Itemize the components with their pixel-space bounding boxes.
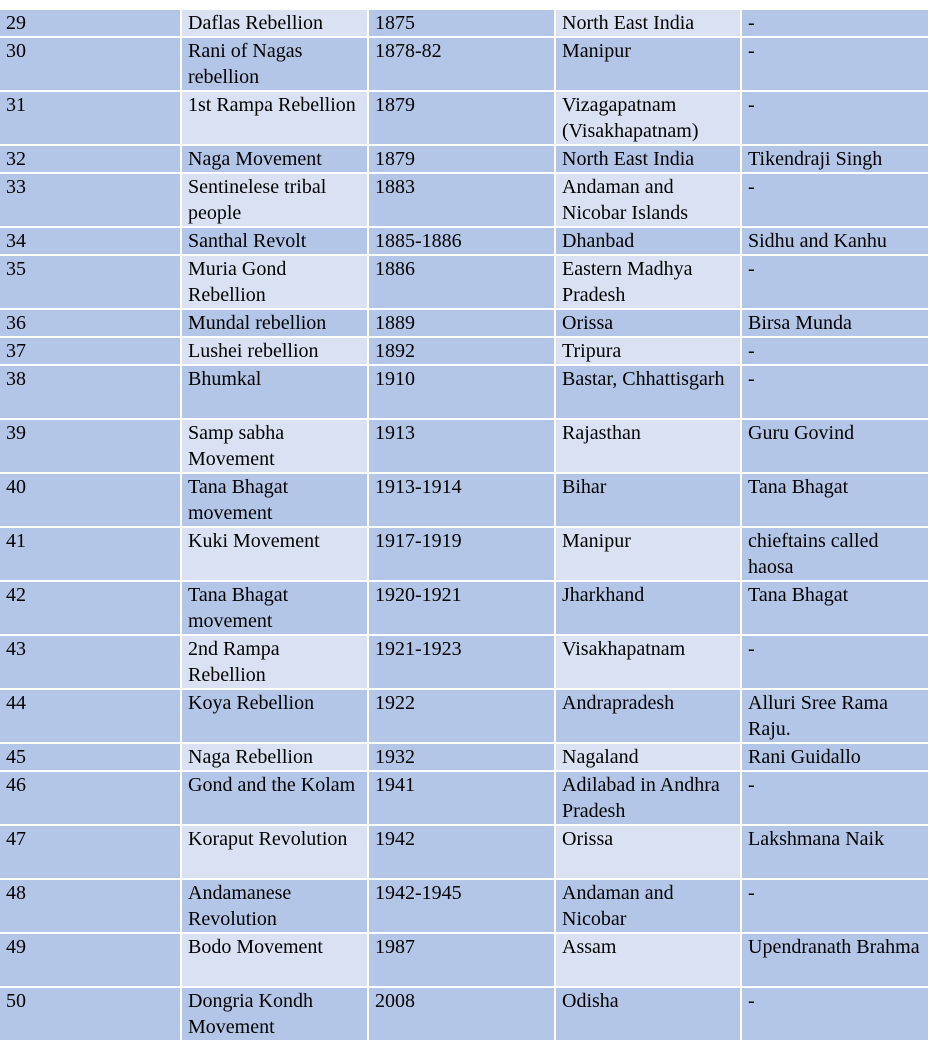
movement-name-cell: Rani of Nagas rebellion — [181, 37, 368, 91]
movement-name-cell: Naga Movement — [181, 145, 368, 173]
year-cell: 1910 — [368, 365, 555, 419]
table-row — [0, 581, 929, 635]
movement-name-cell: Kuki Movement — [181, 527, 368, 581]
leader-cell: Tana Bhagat — [741, 581, 929, 635]
leader-cell: - — [741, 91, 929, 145]
year-cell: 1922 — [368, 689, 555, 743]
leader-cell: - — [741, 9, 929, 37]
leader-cell: - — [741, 879, 929, 933]
region-cell: Visakhapatnam — [555, 635, 741, 689]
year-cell: 1941 — [368, 771, 555, 825]
table-row — [0, 227, 929, 255]
movement-name-cell: Dongria Kondh Movement — [181, 987, 368, 1041]
movement-name-cell: Samp sabha Movement — [181, 419, 368, 473]
region-cell: Nagaland — [555, 743, 741, 771]
serial-number-cell: 37 — [0, 337, 181, 365]
region-cell: Rajasthan — [555, 419, 741, 473]
year-cell: 1942-1945 — [368, 879, 555, 933]
leader-cell: chieftains called haosa — [741, 527, 929, 581]
region-cell: Assam — [555, 933, 741, 987]
year-cell: 1879 — [368, 91, 555, 145]
movement-name-cell: 1st Rampa Rebellion — [181, 91, 368, 145]
movement-name-cell: Koraput Revolution — [181, 825, 368, 879]
year-cell: 1987 — [368, 933, 555, 987]
leader-cell: - — [741, 771, 929, 825]
region-cell: Manipur — [555, 37, 741, 91]
serial-number-cell: 41 — [0, 527, 181, 581]
serial-number-cell: 46 — [0, 771, 181, 825]
table-row — [0, 365, 929, 419]
region-cell: Bastar, Chhattisgarh — [555, 365, 741, 419]
serial-number-cell: 47 — [0, 825, 181, 879]
table-row — [0, 879, 929, 933]
table-row — [0, 309, 929, 337]
year-cell: 1913 — [368, 419, 555, 473]
table-row — [0, 145, 929, 173]
serial-number-cell: 36 — [0, 309, 181, 337]
region-cell: Eastern Madhya Pradesh — [555, 255, 741, 309]
movement-name-cell: Naga Rebellion — [181, 743, 368, 771]
region-cell: North East India — [555, 9, 741, 37]
table-row — [0, 743, 929, 771]
serial-number-cell: 42 — [0, 581, 181, 635]
serial-number-cell: 33 — [0, 173, 181, 227]
region-cell: Andrapradesh — [555, 689, 741, 743]
table-row — [0, 527, 929, 581]
leader-cell: Tikendraji Singh — [741, 145, 929, 173]
serial-number-cell: 35 — [0, 255, 181, 309]
year-cell: 1879 — [368, 145, 555, 173]
serial-number-cell: 29 — [0, 9, 181, 37]
serial-number-cell: 40 — [0, 473, 181, 527]
movement-name-cell: Muria Gond Rebellion — [181, 255, 368, 309]
table-row — [0, 933, 929, 987]
region-cell: Andaman and Nicobar — [555, 879, 741, 933]
movement-name-cell: Gond and the Kolam — [181, 771, 368, 825]
region-cell: Bihar — [555, 473, 741, 527]
leader-cell: - — [741, 337, 929, 365]
movement-name-cell: Lushei rebellion — [181, 337, 368, 365]
movement-name-cell: Andamanese Revolution — [181, 879, 368, 933]
leader-cell: Alluri Sree Rama Raju. — [741, 689, 929, 743]
year-cell: 1889 — [368, 309, 555, 337]
year-cell: 1892 — [368, 337, 555, 365]
year-cell: 1883 — [368, 173, 555, 227]
tribal-movements-table — [0, 8, 930, 1042]
region-cell: Orissa — [555, 825, 741, 879]
year-cell: 1917-1919 — [368, 527, 555, 581]
table-row — [0, 987, 929, 1041]
leader-cell: Rani Guidallo — [741, 743, 929, 771]
region-cell: Vizagapatnam (Visakhapatnam) — [555, 91, 741, 145]
movement-name-cell: Bhumkal — [181, 365, 368, 419]
region-cell: Manipur — [555, 527, 741, 581]
movement-name-cell: Mundal rebellion — [181, 309, 368, 337]
serial-number-cell: 32 — [0, 145, 181, 173]
serial-number-cell: 44 — [0, 689, 181, 743]
leader-cell: Tana Bhagat — [741, 473, 929, 527]
table-row — [0, 689, 929, 743]
region-cell: Adilabad in Andhra Pradesh — [555, 771, 741, 825]
region-cell: North East India — [555, 145, 741, 173]
serial-number-cell: 31 — [0, 91, 181, 145]
movement-name-cell: Bodo Movement — [181, 933, 368, 987]
movement-name-cell: Tana Bhagat movement — [181, 581, 368, 635]
region-cell: Orissa — [555, 309, 741, 337]
region-cell: Dhanbad — [555, 227, 741, 255]
table-row — [0, 635, 929, 689]
leader-cell: Upendranath Brahma — [741, 933, 929, 987]
table-row — [0, 37, 929, 91]
serial-number-cell: 39 — [0, 419, 181, 473]
table-row — [0, 825, 929, 879]
leader-cell: Guru Govind — [741, 419, 929, 473]
table-row — [0, 337, 929, 365]
serial-number-cell: 50 — [0, 987, 181, 1041]
serial-number-cell: 38 — [0, 365, 181, 419]
year-cell: 1886 — [368, 255, 555, 309]
year-cell: 1920-1921 — [368, 581, 555, 635]
year-cell: 1942 — [368, 825, 555, 879]
leader-cell: - — [741, 987, 929, 1041]
movement-name-cell: 2nd Rampa Rebellion — [181, 635, 368, 689]
year-cell: 1885-1886 — [368, 227, 555, 255]
leader-cell: - — [741, 365, 929, 419]
serial-number-cell: 48 — [0, 879, 181, 933]
serial-number-cell: 45 — [0, 743, 181, 771]
leader-cell: - — [741, 37, 929, 91]
leader-cell: Sidhu and Kanhu — [741, 227, 929, 255]
movement-name-cell: Sentinelese tribal people — [181, 173, 368, 227]
serial-number-cell: 34 — [0, 227, 181, 255]
region-cell: Tripura — [555, 337, 741, 365]
year-cell: 1875 — [368, 9, 555, 37]
year-cell: 1913-1914 — [368, 473, 555, 527]
serial-number-cell: 30 — [0, 37, 181, 91]
table-row — [0, 255, 929, 309]
leader-cell: Birsa Munda — [741, 309, 929, 337]
year-cell: 2008 — [368, 987, 555, 1041]
serial-number-cell: 49 — [0, 933, 181, 987]
table-row — [0, 473, 929, 527]
year-cell: 1932 — [368, 743, 555, 771]
leader-cell: - — [741, 635, 929, 689]
region-cell: Jharkhand — [555, 581, 741, 635]
region-cell: Odisha — [555, 987, 741, 1041]
year-cell: 1878-82 — [368, 37, 555, 91]
table-row — [0, 771, 929, 825]
movement-name-cell: Daflas Rebellion — [181, 9, 368, 37]
movement-name-cell: Santhal Revolt — [181, 227, 368, 255]
table-row — [0, 419, 929, 473]
leader-cell: - — [741, 255, 929, 309]
leader-cell: - — [741, 173, 929, 227]
region-cell: Andaman and Nicobar Islands — [555, 173, 741, 227]
serial-number-cell: 43 — [0, 635, 181, 689]
year-cell: 1921-1923 — [368, 635, 555, 689]
table-row — [0, 173, 929, 227]
table-row — [0, 91, 929, 145]
movement-name-cell: Tana Bhagat movement — [181, 473, 368, 527]
movement-name-cell: Koya Rebellion — [181, 689, 368, 743]
table-row — [0, 9, 929, 37]
leader-cell: Lakshmana Naik — [741, 825, 929, 879]
